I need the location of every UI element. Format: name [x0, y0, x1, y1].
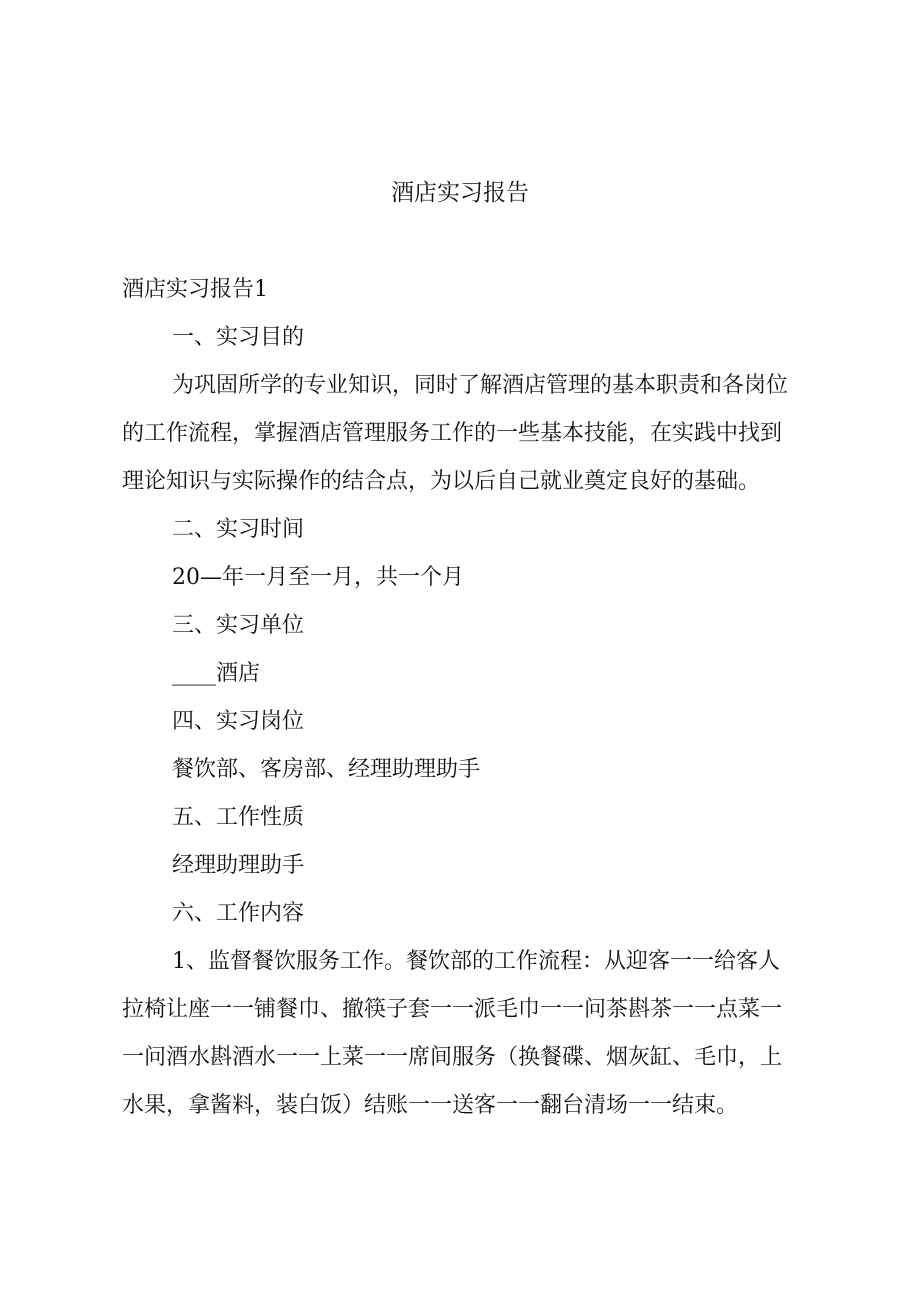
document-title: 酒店实习报告	[391, 180, 529, 206]
time-text: 20—年一月至一月，共一个月	[172, 565, 464, 590]
section-heading-time: 二、实习时间	[172, 517, 305, 542]
section-heading-purpose: 一、实习目的	[172, 325, 305, 350]
section-heading-unit: 三、实习单位	[172, 613, 305, 638]
section-heading-nature: 五、工作性质	[172, 805, 305, 830]
content-text-line: 拉椅让座一一铺餐巾、撤筷子套一一派毛巾一一问茶斟茶一一点菜一	[122, 997, 783, 1022]
section-heading-content: 六、工作内容	[172, 901, 305, 926]
report-subtitle: 酒店实习报告1	[122, 277, 268, 302]
position-text: 餐饮部、客房部、经理助理助手	[172, 757, 481, 782]
section-heading-position: 四、实习岗位	[172, 709, 305, 734]
purpose-text-line: 理论知识与实际操作的结合点，为以后自己就业奠定良好的基础。	[122, 469, 761, 494]
purpose-text-line: 为巩固所学的专业知识，同时了解酒店管理的基本职责和各岗位	[172, 373, 789, 398]
unit-text: ____酒店	[172, 661, 261, 686]
content-text-line: 1、监督餐饮服务工作。餐饮部的工作流程：从迎客一一给客人	[172, 949, 780, 974]
content-text-line: 水果，拿酱料，装白饭）结账一一送客一一翻台清场一一结束。	[122, 1093, 739, 1118]
nature-text: 经理助理助手	[172, 853, 305, 878]
content-text-line: 一问酒水斟酒水一一上菜一一席间服务（换餐碟、烟灰缸、毛巾，上	[122, 1045, 783, 1070]
purpose-text-line: 的工作流程，掌握酒店管理服务工作的一些基本技能，在实践中找到	[122, 421, 783, 446]
